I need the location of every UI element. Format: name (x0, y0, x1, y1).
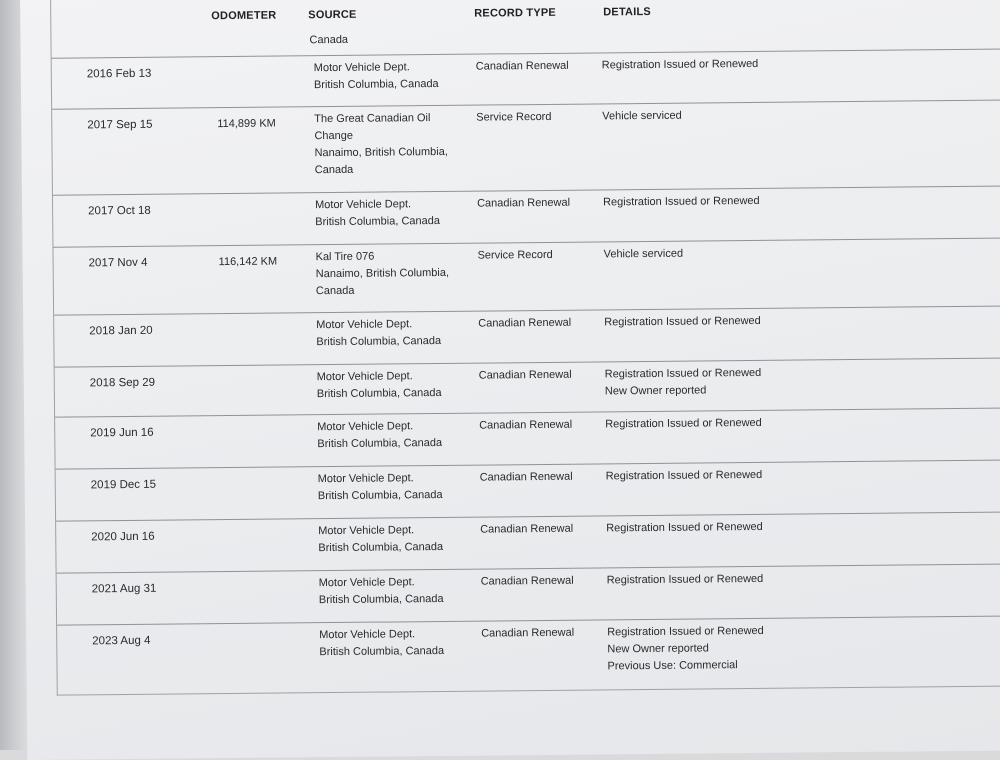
details-line: New Owner reported (607, 642, 709, 656)
source-line: British Columbia, Canada (313, 77, 439, 92)
row-source (314, 110, 465, 179)
details-line: Registration Issued or Renewed (604, 366, 762, 381)
row-date: 2023 Aug 4 (92, 634, 151, 648)
source-line: Motor Vehicle Dept. (315, 198, 412, 212)
details-line: Registration Issued or Renewed (601, 57, 759, 72)
row-record-type: Canadian Renewal (479, 470, 573, 484)
row-source (314, 59, 464, 94)
row-date: 2020 Jun 16 (91, 530, 155, 544)
details-line: Registration Issued or Renewed (607, 624, 764, 639)
details-line: Vehicle serviced (603, 247, 684, 261)
row-source (318, 522, 468, 557)
table-row (57, 616, 1000, 696)
row-details (603, 192, 823, 211)
row-record-type: Canadian Renewal (477, 196, 571, 210)
source-line: Motor Vehicle Dept. (317, 420, 414, 434)
row-details (603, 244, 823, 263)
table-header (51, 0, 1000, 32)
row-details (606, 466, 826, 485)
details-line: Registration Issued or Renewed (604, 314, 761, 329)
source-line: British Columbia, Canada (318, 592, 444, 607)
header-odometer: ODOMETER (211, 9, 277, 23)
row-source (319, 574, 469, 609)
source-line: The Great Canadian Oil (314, 112, 431, 126)
table-row (53, 238, 1000, 316)
source-line: Canada (315, 284, 355, 298)
row-details (602, 106, 822, 125)
source-line: British Columbia, Canada (316, 334, 442, 349)
row-date: 2018 Jan 20 (89, 324, 153, 338)
source-line: Kal Tire 076 (315, 250, 375, 264)
source-line: Motor Vehicle Dept. (316, 370, 413, 384)
source-line: Motor Vehicle Dept. (318, 524, 415, 538)
row-record-type: Canadian Renewal (480, 522, 574, 536)
row-date: 2017 Nov 4 (88, 256, 148, 270)
source-line: Motor Vehicle Dept. (318, 576, 415, 590)
row-record-type: Canadian Renewal (475, 59, 569, 73)
row-date: 2019 Jun 16 (90, 426, 154, 440)
details-line: Registration Issued or Renewed (603, 194, 760, 209)
row-source (317, 418, 467, 453)
row-date: 2021 Aug 31 (91, 582, 157, 596)
source-line: Nanaimo, British Columbia, (315, 266, 450, 281)
source-line: Motor Vehicle Dept. (317, 472, 414, 486)
row-details (607, 622, 827, 675)
details-line: Vehicle serviced (602, 109, 682, 123)
row-source (319, 626, 469, 661)
row-details (605, 364, 825, 400)
row-source (318, 470, 468, 505)
row-date: 2016 Feb 13 (86, 67, 152, 81)
row-source (316, 248, 466, 300)
details-line: Registration Issued or Renewed (606, 572, 764, 587)
row-date: 2017 Sep 15 (87, 118, 153, 132)
header-details: DETAILS (603, 5, 651, 19)
row-record-type: Canadian Renewal (480, 574, 574, 588)
details-line: New Owner reported (604, 384, 707, 398)
row-record-type: Canadian Renewal (478, 316, 572, 330)
history-table (50, 0, 1000, 696)
source-line: Motor Vehicle Dept. (316, 318, 413, 332)
source-line: Canada (314, 163, 354, 177)
row-record-type: Service Record (476, 110, 552, 124)
header-source: SOURCE (308, 8, 357, 22)
source-line: British Columbia, Canada (316, 386, 442, 401)
row-source (317, 368, 467, 403)
source-line: Nanaimo, British Columbia, (314, 145, 448, 160)
source-line: British Columbia, Canada (319, 644, 445, 659)
row-details (605, 414, 825, 433)
row-details (602, 55, 822, 74)
row-date: 2019 Dec 15 (90, 478, 157, 492)
source-line: British Columbia, Canada (317, 488, 443, 503)
source-line: British Columbia, Canada (315, 214, 441, 229)
row-date: 2017 Oct 18 (88, 204, 151, 218)
details-line: Registration Issued or Renewed (605, 468, 763, 483)
header-record-type: RECORD TYPE (474, 6, 556, 20)
printed-page (20, 0, 1000, 760)
row-details (606, 518, 826, 537)
row-record-type: Canadian Renewal (479, 418, 573, 432)
row-record-type: Service Record (477, 248, 553, 262)
source-line: British Columbia, Canada (317, 436, 443, 451)
row-record-type: Canadian Renewal (478, 368, 572, 382)
source-line: British Columbia, Canada (318, 540, 444, 555)
row-source (315, 196, 465, 231)
row-source (316, 316, 466, 351)
row-date: 2018 Sep 29 (89, 376, 156, 390)
row-details (607, 570, 827, 589)
details-line: Registration Issued or Renewed (605, 416, 762, 431)
source-line: Motor Vehicle Dept. (319, 628, 416, 642)
details-line: Registration Issued or Renewed (606, 520, 763, 535)
table-row (52, 100, 1000, 196)
source-line: Change (314, 129, 354, 143)
row-details (604, 312, 824, 331)
row-odometer: 114,899 KM (217, 117, 276, 131)
continued-source-text: Canada (309, 33, 349, 47)
details-line: Previous Use: Commercial (607, 659, 738, 673)
source-line: Motor Vehicle Dept. (313, 61, 410, 75)
row-odometer: 116,142 KM (218, 255, 278, 269)
row-record-type: Canadian Renewal (481, 626, 575, 640)
